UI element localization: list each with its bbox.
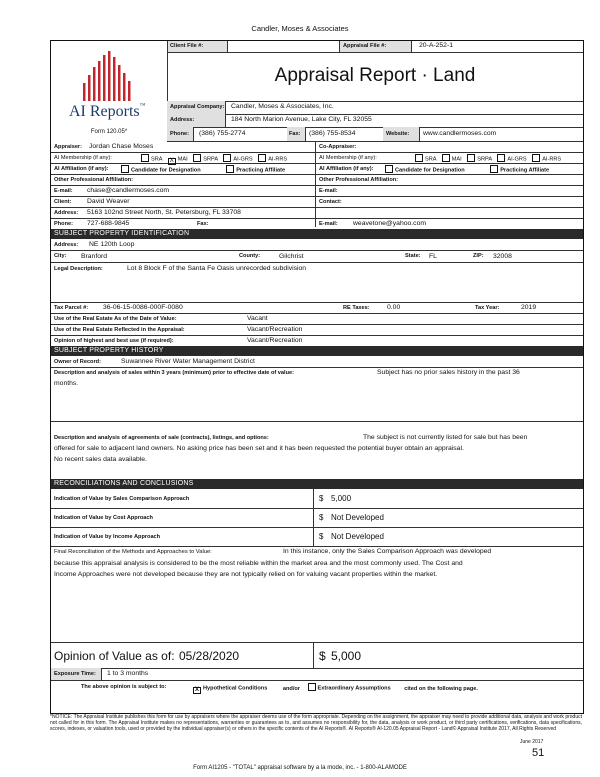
company-fax-value: (386) 755-8534 [309,130,356,137]
client-phone-value: 727-688-9845 [87,220,130,227]
appraisal-file-label: Appraisal File #: [343,43,387,49]
ai-grs-label: AI-GRS [233,156,253,163]
zip-label: ZIP: [473,253,484,259]
co-mai-label: MAI [451,156,462,163]
co-candidate-label: Candidate for Designation [395,167,465,174]
final-recon-line-b: because this appraisal analysis is considered to be the most reliable within the market area and the most commonly used. The Cost and [54,560,463,567]
subject-to-label: The above opinion is subject to: [81,684,167,690]
income-approach-row [51,527,583,547]
sales-approach-row [51,489,583,509]
notice-date: June 2017 [520,739,544,745]
company-row [167,101,583,115]
re-taxes-label: RE Taxes: [343,305,370,311]
sales-history-value-a: Subject has no prior sales history in the past 36 [377,369,520,376]
co-ai-grs-label: AI-GRS [507,156,527,163]
co-ai-grs-checkbox[interactable] [497,154,505,162]
co-srpa-checkbox[interactable] [467,154,475,162]
title-area [167,53,583,102]
state-value: FL [429,253,437,260]
logo-tm: ™ [139,103,146,109]
income-dollar: $ [319,532,324,541]
use-date-value: Vacant [247,315,268,322]
ai-rrs-label: AI-RRS [268,156,288,163]
ai-rrs-checkbox[interactable] [258,154,266,162]
logo-area [51,41,168,141]
sra-label: SRA [151,156,163,163]
tax-parcel-label: Tax Parcel #: [54,305,89,311]
state-label: State: [405,253,421,259]
opinion-dollar: $ [319,649,326,663]
sales-history-value-b: months. [54,380,79,387]
co-practicing-label: Practicing Affiliate [500,167,550,174]
co-ai-rrs-label: AI-RRS [542,156,562,163]
footer: Form AI1205 - "TOTAL" appraisal software by a la mode, inc. - 1-800-ALAMODE [193,765,407,771]
srpa-checkbox[interactable] [193,154,201,162]
final-recon-label: Final Reconciliation of the Methods and Approaches to Value: [54,549,212,555]
client-file-label: Client File #: [170,43,204,49]
file-row [167,41,583,52]
company-fax-label: Fax: [289,131,301,137]
client-address-value: 5163 102nd Street North, St. Petersburg, FL 33708 [87,209,241,216]
client-value: David Weaver [87,198,130,205]
form-number: Form 120.05* [90,129,128,135]
final-recon-line-a: In this instance, only the Sales Comparison Approach was developed [283,548,492,555]
company-contact-row [167,127,583,142]
company-phone-label: Phone: [170,131,189,137]
opinion-label: Opinion of Value as of: [54,649,175,663]
logo-text: AI Reports [69,103,140,120]
appraisal-form [50,40,584,714]
re-taxes-value: 0.00 [387,304,401,311]
co-ai-rrs-checkbox[interactable] [532,154,540,162]
income-approach-label: Indication of Value by Income Approach [54,534,161,540]
city-value: Branford [81,253,108,260]
srpa-label: SRPA [203,156,218,163]
company-address-label: Address: [170,117,195,123]
co-affiliation-label: AI Affiliation (if any): [319,166,374,172]
co-sra-checkbox[interactable] [415,154,423,162]
subject-address-value: NE 120th Loop [89,241,135,248]
appraiser-section [51,141,583,227]
mai-checkbox[interactable]: X [169,157,174,164]
final-reconciliation-row [51,546,583,643]
sales-dollar: $ [319,494,324,503]
co-other-affiliation-label: Other Professional Affiliation: [319,177,399,183]
co-mai-checkbox[interactable] [442,154,450,162]
co-sra-label: SRA [425,156,437,163]
company-website-value: www.candlermoses.com [423,130,497,137]
use-date-label: Use of the Real Estate As of the Date of Value: [54,316,177,322]
hbu-label: Opinion of highest and best use (if required): [54,338,174,344]
subject-section-header: SUBJECT PROPERTY IDENTIFICATION [51,229,583,239]
sales-approach-value: 5,000 [331,494,352,503]
cost-dollar: $ [319,513,324,522]
co-membership-label: AI Membership (if any): [319,155,377,161]
agreements-value-c: No recent sales data available. [54,456,147,463]
sales-approach-label: Indication of Value by Sales Comparison Approach [54,496,190,502]
client-phone-label: Phone: [54,221,73,227]
co-membership-options [411,154,561,163]
email-label: E-mail: [54,188,73,194]
candidate-label: Candidate for Designation [131,167,201,174]
tax-year-value: 2019 [521,304,537,311]
company-address-row [167,114,583,128]
agreements-value-a: The subject is not currently listed for sale but has been [363,434,528,441]
agreements-row [51,421,583,480]
notice-text: *NOTICE: The Appraisal Institute publishes this form for use by appraisers where the appraiser deems use of the form appropriate. Depending on the assignment, the appraiser may need to provide additional data, analysis and work product not called for in this form. The Appraisal Institute makes no representations, warranties or guarantees as to, and assumes no responsibility for, the data, analysis or work product, or third party certifications, verifications, data specifications, scores, indexes, or valuation tools, used or provided by the individual appraiser(s) or others in the specific contents of the AI Reports®. AI Reports® AI-120.05 Appraisal Report - Land© Appraisal Institute 2017, All Rights Reserved [50,714,582,733]
legal-row [51,262,583,303]
company-value: Candler, Moses & Associates, Inc. [231,103,334,110]
recon-section-header: RECONCILIATIONS AND CONCLUSIONS [51,479,583,489]
hbu-value: Vacant/Recreation [247,337,303,344]
other-affiliation-label: Other Professional Affiliation: [54,177,134,183]
client-email-value: weavetone@yahoo.com [353,220,427,227]
use-reflected-value: Vacant/Recreation [247,326,303,333]
ai-grs-checkbox[interactable] [223,154,231,162]
candidate-checkbox[interactable] [121,165,129,173]
extraordinary-checkbox[interactable] [308,683,316,691]
sales-history-label: Description and analysis of sales within 3 years (minimum) prior to effective date of value: [54,370,294,376]
legal-value: Lot 8 Block F of the Santa Fe Oasis unrecorded subdivision [127,265,307,272]
affiliation-label: AI Affiliation (if any): [54,166,109,172]
city-label: City: [54,253,67,259]
cited-label: cited on the following page. [404,685,478,692]
client-email-label: E-mail: [319,221,338,227]
contact-label: Contact: [319,199,342,205]
company-label: Appraisal Company: [170,104,225,110]
co-practicing-checkbox[interactable] [490,165,498,173]
owner-value: Suwannee River Water Management District [121,358,255,365]
exposure-value: 1 to 3 months [107,670,149,677]
header-company: Candler, Moses & Associates [251,24,349,33]
cost-approach-label: Indication of Value by Cost Approach [54,515,153,521]
legal-label: Legal Description: [54,266,103,272]
cost-approach-row [51,508,583,528]
opinion-date: 05/28/2020 [179,649,240,663]
andor-label: and/or [282,685,300,692]
county-value: Gilchrist [279,253,304,260]
opinion-value: 5,000 [331,649,362,663]
zip-value: 32008 [493,253,512,260]
agreements-value-b: offered for sale to adjacent land owners. No asking price has been set and it has been requested the potential buyer obtain an appraisal. [54,445,464,452]
company-phone-value: (386) 755-2774 [199,130,246,137]
coappraiser-label: Co-Appraiser: [319,144,357,150]
extraordinary-label: Extraordinary Assumptions [317,685,391,692]
appraiser-label: Appraiser: [54,144,82,150]
client-fax-label: Fax: [197,221,209,227]
tax-parcel-value: 36-06-15-0086-000F-0080 [103,304,183,311]
co-email-label: E-mail: [319,188,338,194]
history-section-header: SUBJECT PROPERTY HISTORY [51,346,583,356]
practicing-checkbox[interactable] [226,165,234,173]
agreements-label: Description and analysis of agreements of sale (contracts), listings, and options: [54,435,269,441]
owner-label: Owner of Record: [54,359,101,365]
final-recon-line-c: Income Approaches were not developed because they are not typically relied on for valuing vacant properties within the market. [54,571,438,578]
hypothetical-label: Hypothetical Conditions [203,685,268,692]
page-title: Appraisal Report · Land [274,65,476,86]
co-candidate-checkbox[interactable] [385,165,393,173]
sales-history-row [51,367,583,422]
county-label: County: [239,253,261,259]
co-affiliation-options [381,165,549,174]
income-approach-value: Not Developed [331,532,384,541]
exposure-label: Exposure Time: [54,671,96,677]
appraiser-value: Jordan Chase Moses [89,143,154,150]
subject-to-row [51,680,583,693]
tax-year-label: Tax Year: [475,305,500,311]
opinion-row [51,642,583,669]
company-address-value: 184 North Marion Avenue, Lake City, FL 32055 [231,116,372,123]
affiliation-options [117,165,285,174]
use-reflected-label: Use of the Real Estate Reflected in the Appraisal: [54,327,185,333]
email-value: chase@candlermoses.com [87,187,170,194]
subject-to-options [189,683,478,694]
co-srpa-label: SRPA [477,156,492,163]
sra-checkbox[interactable] [141,154,149,162]
practicing-label: Practicing Affiliate [236,167,286,174]
appraisal-file-value: 20-A-252-1 [419,42,454,49]
ai-reports-logo-icon [81,49,137,101]
hypothetical-checkbox[interactable]: X [194,686,199,693]
client-label: Client: [54,199,72,205]
membership-label: AI Membership (if any): [54,155,112,161]
page-number: 51 [532,747,545,759]
client-address-label: Address: [54,210,79,216]
cost-approach-value: Not Developed [331,513,384,522]
mai-label: MAI [177,156,188,163]
subject-address-label: Address: [54,242,79,248]
company-website-label: Website: [386,131,410,137]
